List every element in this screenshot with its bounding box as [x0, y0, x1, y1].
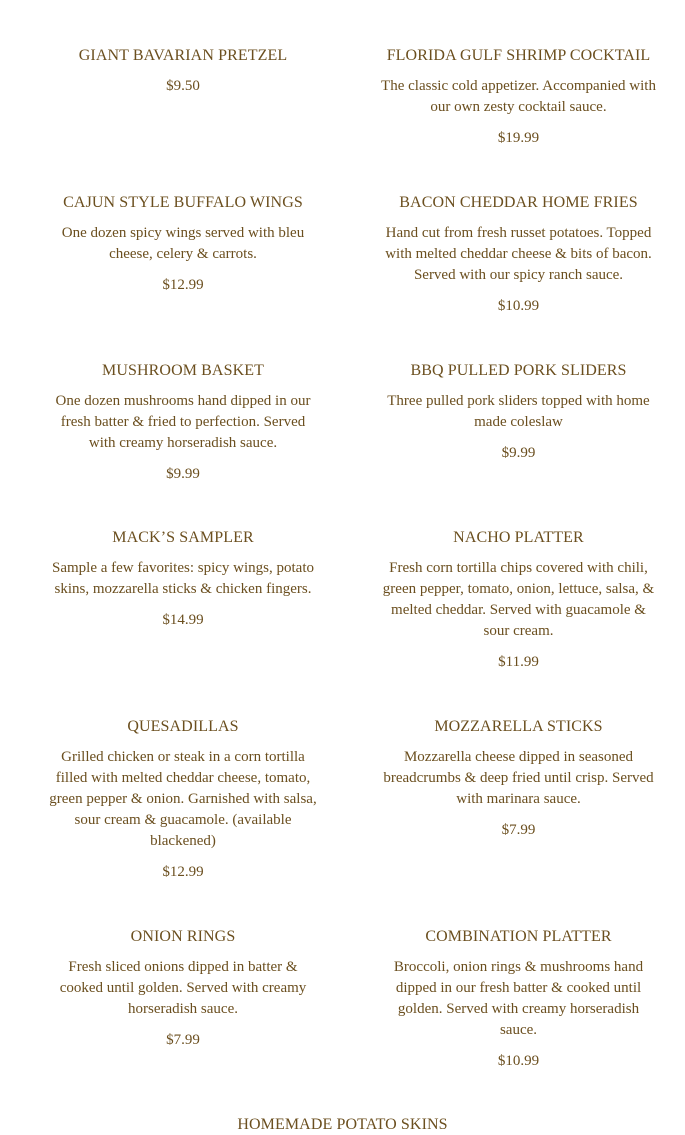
item-price: $14.99: [162, 612, 204, 628]
item-name: GIANT BAVARIAN PRETZEL: [78, 47, 288, 64]
menu-item: [381, 528, 656, 673]
menu-item: [46, 927, 320, 1051]
item-description: Fresh corn tortilla chips covered with chili, green pepper, tomato, onion, lettuce, salsa, & melted cheddar. Served with guacamole & sour cream.: [382, 560, 655, 639]
item-description: Sample a few favorites: spicy wings, potato skins, mozzarella sticks & chicken fingers.: [51, 560, 315, 597]
menu-item: [381, 193, 656, 317]
item-name: MUSHROOM BASKET: [102, 362, 264, 379]
menu-item: [46, 361, 320, 485]
menu-item: [381, 717, 656, 841]
item-price: $19.99: [497, 130, 540, 146]
item-price: $12.99: [162, 864, 204, 880]
item-name: HOMEMADE POTATO SKINS: [237, 1116, 448, 1133]
item-price: $9.99: [501, 445, 536, 461]
menu-item: [46, 717, 320, 883]
menu-item: [381, 46, 656, 149]
item-description: One dozen spicy wings served with bleu cheese, celery & carrots.: [61, 225, 305, 262]
item-description: Grilled chicken or steak in a corn tortilla filled with melted cheddar cheese, tomato, green pepper & onion. Garnished with salsa, sour cream & guacamole. (available blackened): [49, 749, 317, 849]
item-price: $9.99: [166, 466, 200, 482]
item-name: BBQ PULLED PORK SLIDERS: [410, 362, 627, 379]
item-name: BACON CHEDDAR HOME FRIES: [399, 194, 638, 211]
item-name: ONION RINGS: [130, 928, 236, 945]
item-description: Fresh sliced onions dipped in batter & cooked until golden. Served with creamy horseradish sauce.: [59, 959, 307, 1017]
item-price: $10.99: [497, 298, 540, 314]
menu-item: [46, 528, 320, 631]
menu-item: [381, 361, 656, 464]
item-name: CAJUN STYLE BUFFALO WINGS: [63, 194, 303, 211]
menu-item: [381, 927, 656, 1072]
item-name: MACK’S SAMPLER: [112, 529, 254, 546]
item-price: $9.50: [166, 78, 200, 94]
item-price: $10.99: [497, 1053, 540, 1069]
item-price: $7.99: [501, 822, 536, 838]
item-description: Three pulled pork sliders topped with home made coleslaw: [387, 393, 650, 430]
item-name: MOZZARELLA STICKS: [434, 718, 603, 735]
menu-item-bottom: [0, 1115, 685, 1135]
item-description: The classic cold appetizer. Accompanied with our own zesty cocktail sauce.: [381, 78, 656, 115]
item-description: Broccoli, onion rings & mushrooms hand dipped in our fresh batter & cooked until golden. Served with creamy horseradish sauce.: [393, 959, 644, 1038]
item-price: $12.99: [162, 277, 204, 293]
menu-item: [46, 46, 320, 97]
item-name: FLORIDA GULF SHRIMP COCKTAIL: [386, 47, 651, 64]
item-description: Hand cut from fresh russet potatoes. Topped with melted cheddar cheese & bits of bacon. Served with our spicy ranch sauce.: [385, 225, 652, 283]
item-price: $7.99: [166, 1032, 200, 1048]
item-name: NACHO PLATTER: [453, 529, 584, 546]
item-name: COMBINATION PLATTER: [425, 928, 612, 945]
item-name: QUESADILLAS: [127, 718, 239, 735]
item-price: $11.99: [498, 654, 539, 670]
item-description: Mozzarella cheese dipped in seasoned breadcrumbs & deep fried until crisp. Served with marinara sauce.: [383, 749, 654, 807]
menu-item: [46, 193, 320, 296]
item-description: One dozen mushrooms hand dipped in our fresh batter & fried to perfection. Served with creamy horseradish sauce.: [55, 393, 311, 451]
